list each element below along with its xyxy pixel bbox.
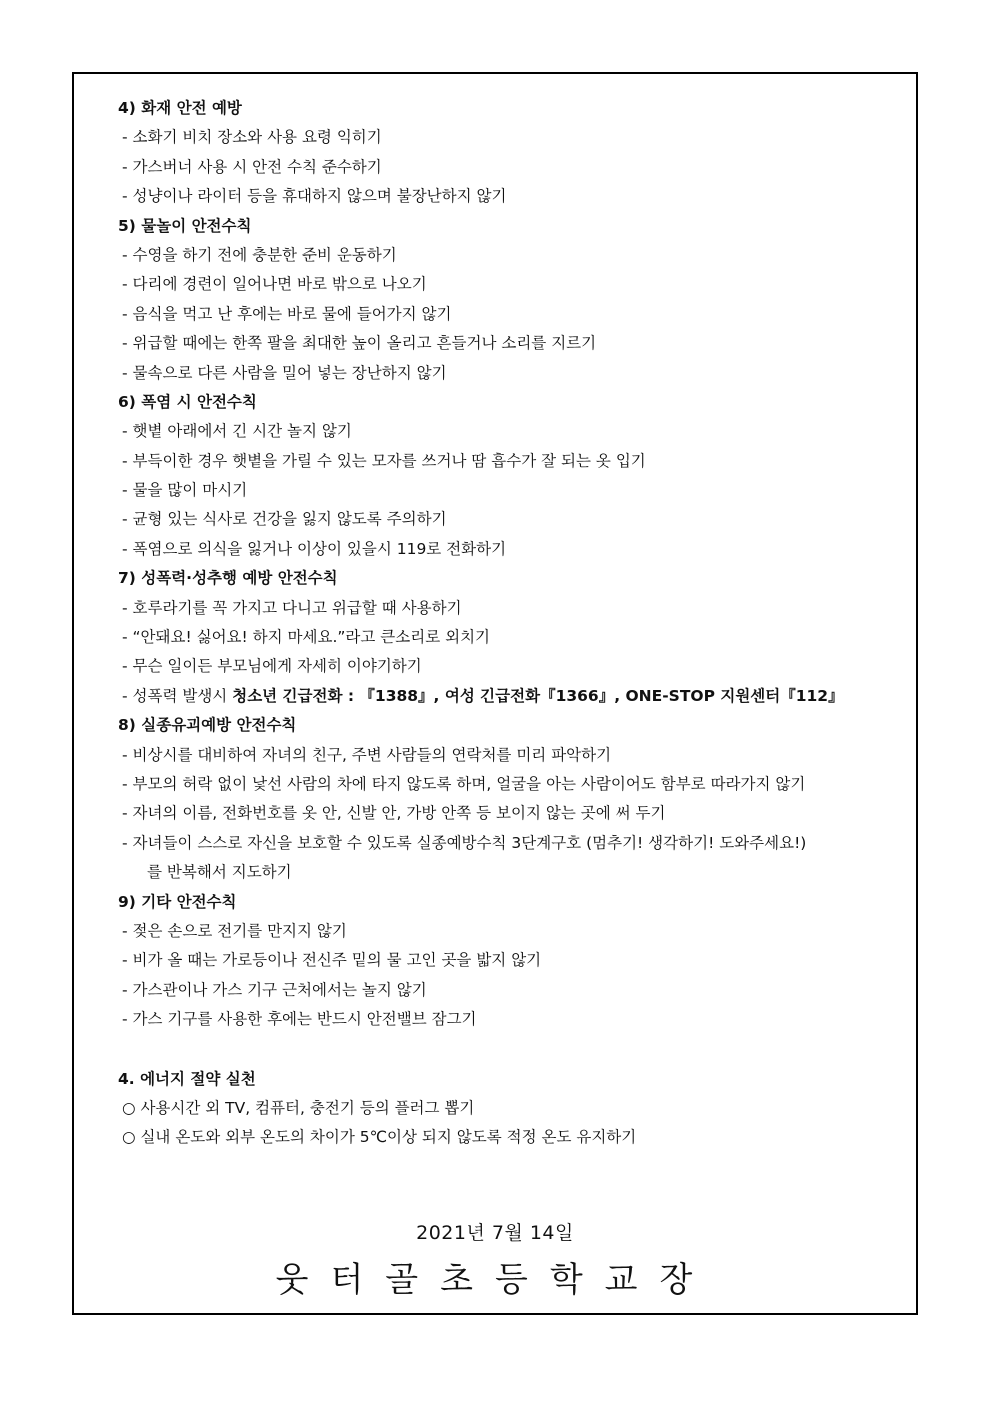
- document-date: 2021년 7월 14일: [416, 1222, 574, 1244]
- list-item: - 비가 올 때는 가로등이나 전신주 밑의 물 고인 곳을 밟지 않기: [122, 951, 542, 970]
- hotline-numbers: 청소년 긴급전화 : 『1388』, 여성 긴급전화『1366』, ONE-STOP 지원센터『112』: [232, 686, 844, 705]
- section-heading-sexual-violence: 7) 성폭력·성추행 예방 안전수칙: [118, 569, 338, 588]
- list-item: - 햇볕 아래에서 긴 시간 놀지 않기: [122, 422, 352, 441]
- list-item-continuation: 를 반복해서 지도하기: [147, 863, 292, 882]
- school-name-signature: 웃터골초등학교장: [275, 1260, 715, 1300]
- list-item: - 균형 있는 식사로 건강을 잃지 않도록 주의하기: [122, 510, 447, 529]
- energy-heading: 4. 에너지 절약 실천: [118, 1069, 256, 1088]
- section-heading-other: 9) 기타 안전수칙: [118, 892, 237, 911]
- list-item: - 가스 기구를 사용한 후에는 반드시 안전밸브 잠그기: [122, 1010, 477, 1029]
- hotline-item: [118, 682, 908, 711]
- list-item: - 음식을 먹고 난 후에는 바로 물에 들어가지 않기: [122, 304, 452, 323]
- list-item: - 부모의 허락 없이 낯선 사람의 차에 타지 않도록 하며, 얼굴을 아는 사람이어도 함부로 따라가지 않기: [122, 774, 806, 793]
- list-item: - 소화기 비치 장소와 사용 요령 익히기: [122, 128, 382, 147]
- list-item: - 폭염으로 의식을 잃거나 이상이 있을시 119로 전화하기: [122, 539, 507, 558]
- list-item: - 물을 많이 마시기: [122, 481, 248, 500]
- list-item: - 부득이한 경우 햇볕을 가릴 수 있는 모자를 쓰거나 땀 흡수가 잘 되는 옷 입기: [122, 451, 646, 470]
- section-heading-water: 5) 물놀이 안전수칙: [118, 216, 252, 235]
- list-item: - 가스관이나 가스 기구 근처에서는 놀지 않기: [122, 980, 427, 999]
- list-item: - 성냥이나 라이터 등을 휴대하지 않으며 불장난하지 않기: [122, 187, 507, 206]
- list-item: - “안돼요! 싫어요! 하지 마세요.”라고 큰소리로 외치기: [122, 628, 491, 647]
- list-item: - 물속으로 다른 사람을 밀어 넣는 장난하지 않기: [122, 363, 447, 382]
- list-item: - 수영을 하기 전에 충분한 준비 운동하기: [122, 245, 397, 264]
- list-item: - 무슨 일이든 부모님에게 자세히 이야기하기: [122, 657, 422, 676]
- section-heading-fire: 4) 화재 안전 예방: [118, 99, 242, 117]
- list-item: - 자녀들이 스스로 자신을 보호할 수 있도록 실종예방수칙 3단계구호 (멈추기! 생각하기! 도와주세요!): [122, 833, 807, 852]
- section-heading-heatwave: 6) 폭염 시 안전수칙: [118, 392, 257, 411]
- document-content: [118, 94, 908, 1153]
- energy-item: ○ 사용시간 외 TV, 컴퓨터, 충전기 등의 플러그 뽑기: [122, 1098, 475, 1117]
- list-item: - 젖은 손으로 전기를 만지지 않기: [122, 921, 347, 940]
- spacer: [118, 1035, 908, 1065]
- hotline-prefix: - 성폭력 발생시: [122, 686, 233, 705]
- section-heading-missing-child: 8) 실종유괴예방 안전수칙: [118, 716, 297, 735]
- list-item: - 호루라기를 꼭 가지고 다니고 위급할 때 사용하기: [122, 598, 462, 617]
- energy-item: ○ 실내 온도와 외부 온도의 차이가 5℃이상 되지 않도록 적정 온도 유지하기: [122, 1128, 637, 1147]
- document-frame: [72, 72, 918, 1315]
- list-item: - 가스버너 사용 시 안전 수칙 준수하기: [122, 157, 382, 176]
- list-item: - 비상시를 대비하여 자녀의 친구, 주변 사람들의 연락처를 미리 파악하기: [122, 745, 612, 764]
- list-item: - 자녀의 이름, 전화번호를 옷 안, 신발 안, 가방 안쪽 등 보이지 않는 곳에 써 두기: [122, 804, 666, 823]
- list-item: - 다리에 경련이 일어나면 바로 밖으로 나오기: [122, 275, 427, 294]
- list-item: - 위급할 때에는 한쪽 팔을 최대한 높이 올리고 흔들거나 소리를 지르기: [122, 334, 597, 353]
